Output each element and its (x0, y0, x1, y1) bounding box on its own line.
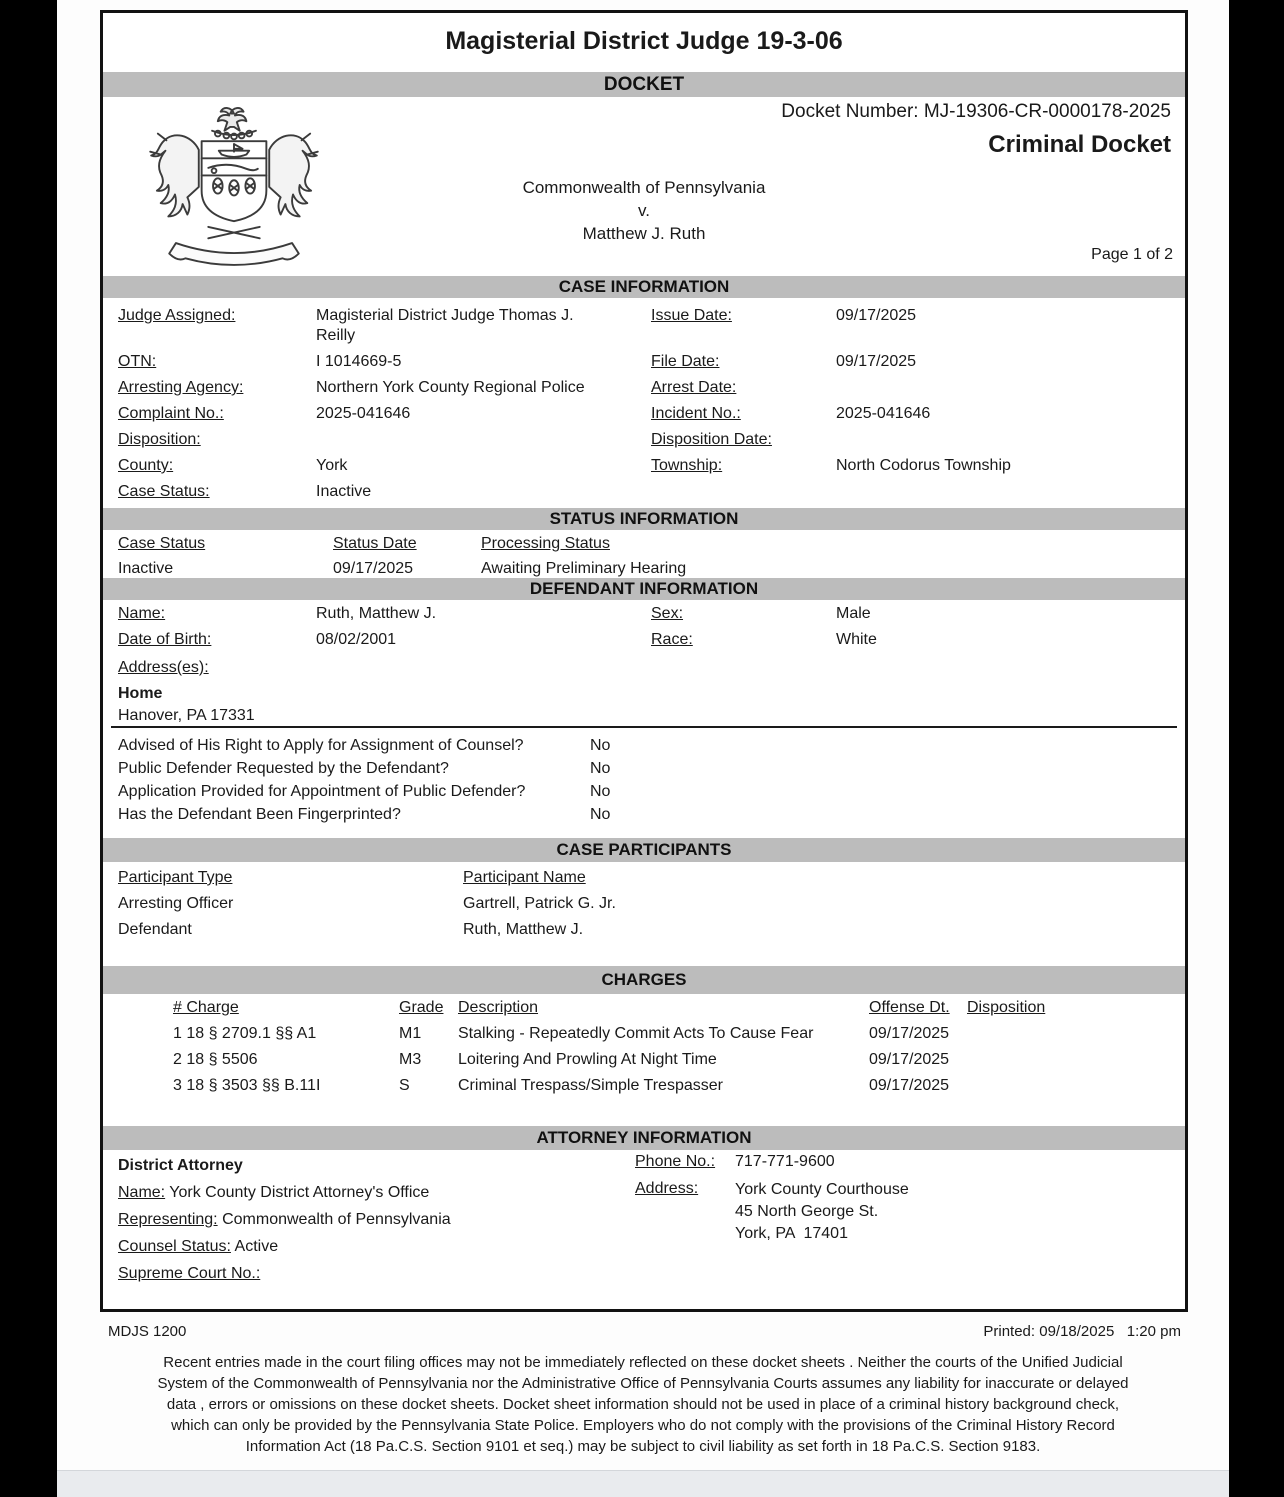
docket-banner: DOCKET (103, 72, 1185, 97)
status-information-heading: STATUS INFORMATION (103, 508, 1185, 530)
charge-disposition (967, 1076, 1185, 1096)
document-type: Criminal Docket (988, 131, 1171, 158)
field-value: 2025-041646 (316, 405, 411, 422)
field-label: Race: (651, 631, 693, 648)
attorney-representing: Commonwealth of Pennsylvania (222, 1211, 451, 1228)
participant-name: Gartrell, Patrick G. Jr. (463, 895, 616, 912)
answer: No (590, 806, 611, 823)
column-header: Description (458, 999, 539, 1016)
field-label: Issue Date: (651, 307, 732, 324)
case-information-section (103, 306, 1185, 502)
address-line: Hanover, PA 17331 (118, 707, 255, 724)
attorney-representing-row: Representing: Commonwealth of Pennsylvania (118, 1211, 451, 1228)
charge-offense-date: 09/17/2025 (869, 1025, 950, 1042)
column-header: Status Date (333, 535, 417, 552)
field-value: North Codorus Township (836, 457, 1011, 474)
attorney-counsel-status-row: Counsel Status: Active (118, 1238, 279, 1255)
attorney-phone: 717-771-9600 (735, 1153, 835, 1170)
answer: No (590, 737, 611, 754)
caption-commonwealth: Commonwealth of Pennsylvania (522, 178, 766, 197)
counsel-questions (103, 736, 1185, 825)
attorney-role: District Attorney (118, 1157, 243, 1174)
column-header: Participant Name (463, 869, 586, 886)
question: Public Defender Requested by the Defendant? (118, 760, 449, 777)
defendant-race: White (836, 631, 877, 648)
status-date: 09/17/2025 (333, 560, 414, 577)
caption-defendant: Matthew J. Ruth (582, 224, 706, 243)
column-header: Grade (399, 999, 444, 1016)
attorney-address: York County Courthouse 45 North George St. York, PA 17401 (735, 1181, 909, 1242)
field-value: York (316, 457, 348, 474)
field-label: Date of Birth: (118, 631, 212, 648)
docket-document (100, 10, 1188, 1312)
case-participants-section (103, 868, 1185, 940)
charge-statute: 2 18 § 5506 (173, 1051, 258, 1068)
field-label: Township: (651, 457, 723, 474)
field-label: Arresting Agency: (118, 379, 244, 396)
charge-statute: 1 18 § 2709.1 §§ A1 (173, 1025, 317, 1042)
charge-grade: M3 (399, 1051, 422, 1068)
field-value (836, 430, 1185, 450)
viewer-bottom-strip (57, 1470, 1229, 1497)
field-label: OTN: (118, 353, 157, 370)
docket-sheet-page (57, 0, 1229, 1470)
address-type: Home (118, 685, 163, 702)
charge-statute: 3 18 § 3503 §§ B.11I (173, 1077, 321, 1094)
field-label: Case Status: (118, 483, 210, 500)
charge-description: Criminal Trespass/Simple Trespasser (458, 1077, 723, 1094)
field-label: Complaint No.: (118, 405, 224, 422)
attorney-name: York County District Attorney's Office (169, 1184, 430, 1201)
charges-heading: CHARGES (103, 966, 1185, 994)
defendant-name: Ruth, Matthew J. (316, 605, 437, 622)
field-label: File Date: (651, 353, 720, 370)
field-label: Disposition: (118, 431, 201, 448)
processing-status: Awaiting Preliminary Hearing (481, 560, 687, 577)
addresses-label: Address(es): (118, 659, 209, 676)
defendant-sex: Male (836, 605, 871, 622)
charge-grade: M1 (399, 1025, 422, 1042)
field-value (836, 482, 1185, 502)
defendant-information-heading: DEFENDANT INFORMATION (103, 578, 1185, 600)
column-header: Participant Type (118, 869, 233, 886)
field-label: Sex: (651, 605, 684, 622)
field-value: 09/17/2025 (836, 307, 917, 324)
page-title: Magisterial District Judge 19-3-06 (445, 27, 843, 55)
charges-section (103, 998, 1185, 1096)
page-indicator: Page 1 of 2 (1091, 246, 1173, 263)
field-value: Magisterial District Judge Thomas J. Reilly (316, 307, 574, 344)
charge-offense-date: 09/17/2025 (869, 1077, 950, 1094)
field-value: 2025-041646 (836, 405, 931, 422)
caption-vs: v. (638, 201, 650, 220)
defendant-information-section (103, 604, 1185, 650)
participant-type: Arresting Officer (118, 895, 234, 912)
charge-grade: S (399, 1077, 410, 1094)
attorney-left-column (118, 1156, 451, 1291)
column-header: # Charge (173, 999, 239, 1016)
field-value: I 1014669-5 (316, 353, 402, 370)
case-caption (103, 176, 1185, 245)
case-information-heading: CASE INFORMATION (103, 276, 1185, 298)
question: Advised of His Right to Apply for Assignment of Counsel? (118, 737, 524, 754)
attorney-information-heading: ATTORNEY INFORMATION (103, 1126, 1185, 1150)
defendant-dob: 08/02/2001 (316, 631, 397, 648)
charge-description: Stalking - Repeatedly Commit Acts To Cause Fear (458, 1025, 814, 1042)
charge-description: Loitering And Prowling At Night Time (458, 1051, 717, 1068)
column-header: Processing Status (481, 535, 610, 552)
question: Has the Defendant Been Fingerprinted? (118, 806, 401, 823)
field-label: Incident No.: (651, 405, 741, 422)
status-case-status: Inactive (118, 560, 174, 577)
attorney-supreme-court-row: Supreme Court No.: (118, 1265, 261, 1282)
docket-number: Docket Number: MJ-19306-CR-0000178-2025 (781, 101, 1171, 122)
question: Application Provided for Appointment of Public Defender? (118, 783, 526, 800)
field-label: Judge Assigned: (118, 307, 236, 324)
field-value: Northern York County Regional Police (316, 379, 585, 396)
disclaimer-text: Recent entries made in the court filing offices may not be immediately reflected on these docket sheets . Neither the courts of the Unified Judicial System of the Commonwealth of Pennsylvania nor the Administrative Office of Pennsylvania Courts assumes any liability for inaccurate or delayed data , errors or omissions on these docket sheets. Docket sheet information should not be used in place of a criminal history background check, which can only be provided by the Pennsylvania State Police. Employers who do not comply with the provisions of the Criminal History Record Information Act (18 Pa.C.S. Section 9101 et seq.) may be subject to civil liability as set forth in 18 Pa.C.S. Section 9183. (157, 1354, 1129, 1455)
phone-label: Phone No.: (635, 1153, 716, 1170)
participant-type: Defendant (118, 921, 192, 938)
attorney-counsel-status: Active (234, 1238, 279, 1255)
column-header: Offense Dt. (869, 999, 950, 1016)
participant-name: Ruth, Matthew J. (463, 921, 584, 938)
address-label: Address: (635, 1180, 699, 1197)
field-value: 09/17/2025 (836, 353, 917, 370)
field-value (836, 378, 1185, 398)
field-label: County: (118, 457, 174, 474)
charge-disposition (967, 1024, 1185, 1044)
section-divider (111, 726, 1177, 728)
charge-offense-date: 09/17/2025 (869, 1051, 950, 1068)
field-label: Disposition Date: (651, 431, 772, 448)
column-header: Case Status (118, 535, 206, 552)
form-number: MDJS 1200 (108, 1323, 187, 1340)
charge-disposition (967, 1050, 1185, 1070)
attorney-name-row: Name: York County District Attorney's Office (118, 1184, 430, 1201)
field-value (316, 430, 651, 450)
case-participants-heading: CASE PARTICIPANTS (103, 838, 1185, 862)
field-label: Arrest Date: (651, 379, 737, 396)
column-header: Disposition (967, 999, 1046, 1016)
field-value: Inactive (316, 483, 372, 500)
attorney-right-column (635, 1152, 909, 1245)
answer: No (590, 760, 611, 777)
status-information-section (103, 534, 1185, 579)
field-label (651, 482, 836, 502)
answer: No (590, 783, 611, 800)
printed-timestamp: Printed: 09/18/2025 1:20 pm (983, 1323, 1181, 1340)
field-label: Name: (118, 605, 166, 622)
